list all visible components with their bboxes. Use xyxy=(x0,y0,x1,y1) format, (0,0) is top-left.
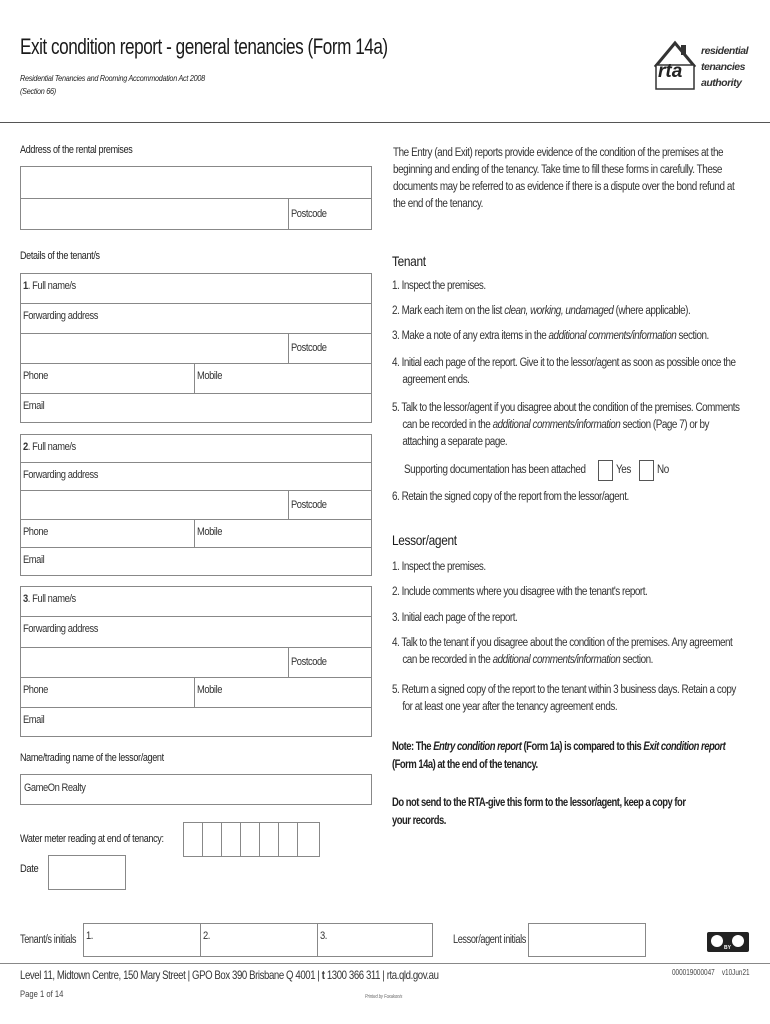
tenant-initials-boxes xyxy=(83,923,433,957)
water-meter-boxes[interactable] xyxy=(183,822,320,857)
tenant-2-initial[interactable]: 2. xyxy=(201,924,318,956)
tenant-3-initial[interactable]: 3. xyxy=(320,930,327,942)
address-postcode[interactable]: Postcode xyxy=(291,208,327,220)
no-checkbox[interactable] xyxy=(639,460,654,481)
address-line-2[interactable] xyxy=(21,199,289,230)
note-paragraph: Note: The Entry condition report (Form 1a) is compared to this Exit condition report (Form 14a) at the end of the tenancy. xyxy=(392,741,726,771)
tenant-3-postcode[interactable]: Postcode xyxy=(289,648,372,678)
printed-by: Printed by Foxakonis xyxy=(365,994,403,1000)
tenant-3-phone[interactable]: Phone xyxy=(21,678,195,708)
tenant-2-forwarding[interactable]: Forwarding address xyxy=(21,463,372,491)
no-label: No xyxy=(657,464,669,476)
lessor-section-heading: Lessor/agent xyxy=(392,532,457,548)
tenant-section-heading: Tenant xyxy=(392,253,426,269)
form-code: 000019000047 v10Jun21 xyxy=(672,968,750,977)
tenant-1-address-line[interactable] xyxy=(21,334,289,364)
logo-text: residential tenancies authority xyxy=(701,45,749,89)
tenant-3-email[interactable]: Email xyxy=(23,714,45,726)
tenant-step-4: 4. Initial each page of the report. Give it to the lessor/agent as soon as possible once the agreement ends. xyxy=(392,357,736,386)
tenant-2-email[interactable]: Email xyxy=(23,554,45,566)
act-reference: Residential Tenancies and Rooming Accommodation Act 2008 (Section 66) xyxy=(20,73,205,96)
tenant-1-box xyxy=(20,273,372,423)
lessor-initials-box[interactable] xyxy=(528,923,646,957)
form-title: Exit condition report - general tenancies (Form 14a) xyxy=(20,34,388,59)
lessor-step-4: 4. Talk to the tenant if you disagree about the condition of the premises. Any agreement can be recorded in the additional comments/information section. xyxy=(392,637,733,666)
tenant-1-name[interactable]: 1. Full name/s xyxy=(21,274,372,304)
yes-checkbox[interactable] xyxy=(598,460,613,481)
tenant-1-initial[interactable]: 1. xyxy=(84,924,201,956)
tenant-step-6: 6. Retain the signed copy of the report from the lessor/agent. xyxy=(392,491,629,503)
tenant-step-3: 3. Make a note of any extra items in the additional comments/information section. xyxy=(392,330,709,342)
tenant-3-mobile[interactable]: Mobile xyxy=(195,678,372,708)
tenant-initials-label: Tenant/s initials xyxy=(20,934,77,946)
water-meter-label: Water meter reading at end of tenancy: xyxy=(20,833,164,845)
lessor-step-2: 2. Include comments where you disagree with the tenant's report. xyxy=(392,586,648,598)
do-not-send-note: Do not send to the RTA-give this form to the lessor/agent, keep a copy for your records. xyxy=(392,797,686,827)
tenant-1-email[interactable]: Email xyxy=(23,400,45,412)
address-box xyxy=(20,166,372,230)
footer-address: Level 11, Midtown Centre, 150 Mary Street | GPO Box 390 Brisbane Q 4001 | t 1300 366 311 | rta.qld.gov.au xyxy=(20,968,439,982)
supporting-docs-row: Supporting documentation has been attached xyxy=(404,464,586,476)
rta-logo xyxy=(651,31,749,97)
tenant-3-address-line[interactable] xyxy=(21,648,289,678)
tenant-step-2: 2. Mark each item on the list clean, working, undamaged (where applicable). xyxy=(392,305,691,317)
tenant-3-forwarding[interactable]: Forwarding address xyxy=(21,617,372,648)
lessor-name-heading: Name/trading name of the lessor/agent xyxy=(20,752,164,764)
tenant-step-1: 1. Inspect the premises. xyxy=(392,280,486,292)
tenant-1-postcode[interactable]: Postcode xyxy=(289,334,372,364)
tenant-1-phone[interactable]: Phone xyxy=(21,364,195,394)
lessor-name-field[interactable]: GameOn Realty xyxy=(20,774,372,805)
tenant-2-name[interactable]: 2. Full name/s xyxy=(21,435,372,463)
date-field[interactable] xyxy=(48,855,126,890)
tenant-1-mobile[interactable]: Mobile xyxy=(195,364,372,394)
tenant-2-postcode[interactable]: Postcode xyxy=(289,491,372,520)
tenant-3-name[interactable]: 3. Full name/s xyxy=(21,587,372,617)
date-label: Date xyxy=(20,863,39,875)
intro-paragraph: The Entry (and Exit) reports provide evidence of the condition of the premises at the beginning and ending of the tenancy. Take time to fill these forms in carefully. These documents may be referred to as evidence if there is a dispute over the bond refund at the end of the tenancy. xyxy=(393,147,735,210)
address-line-1[interactable] xyxy=(21,167,372,199)
tenant-2-phone[interactable]: Phone xyxy=(21,520,195,548)
address-heading: Address of the rental premises xyxy=(20,144,133,156)
tenant-2-mobile[interactable]: Mobile xyxy=(195,520,372,548)
tenant-2-box xyxy=(20,434,372,576)
tenant-1-forwarding[interactable]: Forwarding address xyxy=(21,304,372,334)
tenants-heading: Details of the tenant/s xyxy=(20,250,100,262)
lessor-initials-label: Lessor/agent initials xyxy=(453,934,526,946)
yes-label: Yes xyxy=(616,464,631,476)
lessor-step-3: 3. Initial each page of the report. xyxy=(392,612,518,624)
logo-abbr: rta xyxy=(658,61,683,82)
lessor-step-1: 1. Inspect the premises. xyxy=(392,561,486,573)
lessor-step-5: 5. Return a signed copy of the report to the tenant within 3 business days. Retain a copy for at least one year after the tenancy agreement ends. xyxy=(392,684,736,713)
footer-rule xyxy=(0,963,770,964)
cc-by-icon: BY xyxy=(707,932,749,952)
tenant-3-box xyxy=(20,586,372,737)
tenant-2-address-line[interactable] xyxy=(21,491,289,520)
tenant-step-5: 5. Talk to the lessor/agent if you disagree about the condition of the premises. Comments can be recorded in the additional comments/information section (Page 7) or by attaching a separate page. xyxy=(392,402,740,448)
page-number: Page 1 of 14 xyxy=(20,989,64,999)
header-rule xyxy=(0,122,770,123)
